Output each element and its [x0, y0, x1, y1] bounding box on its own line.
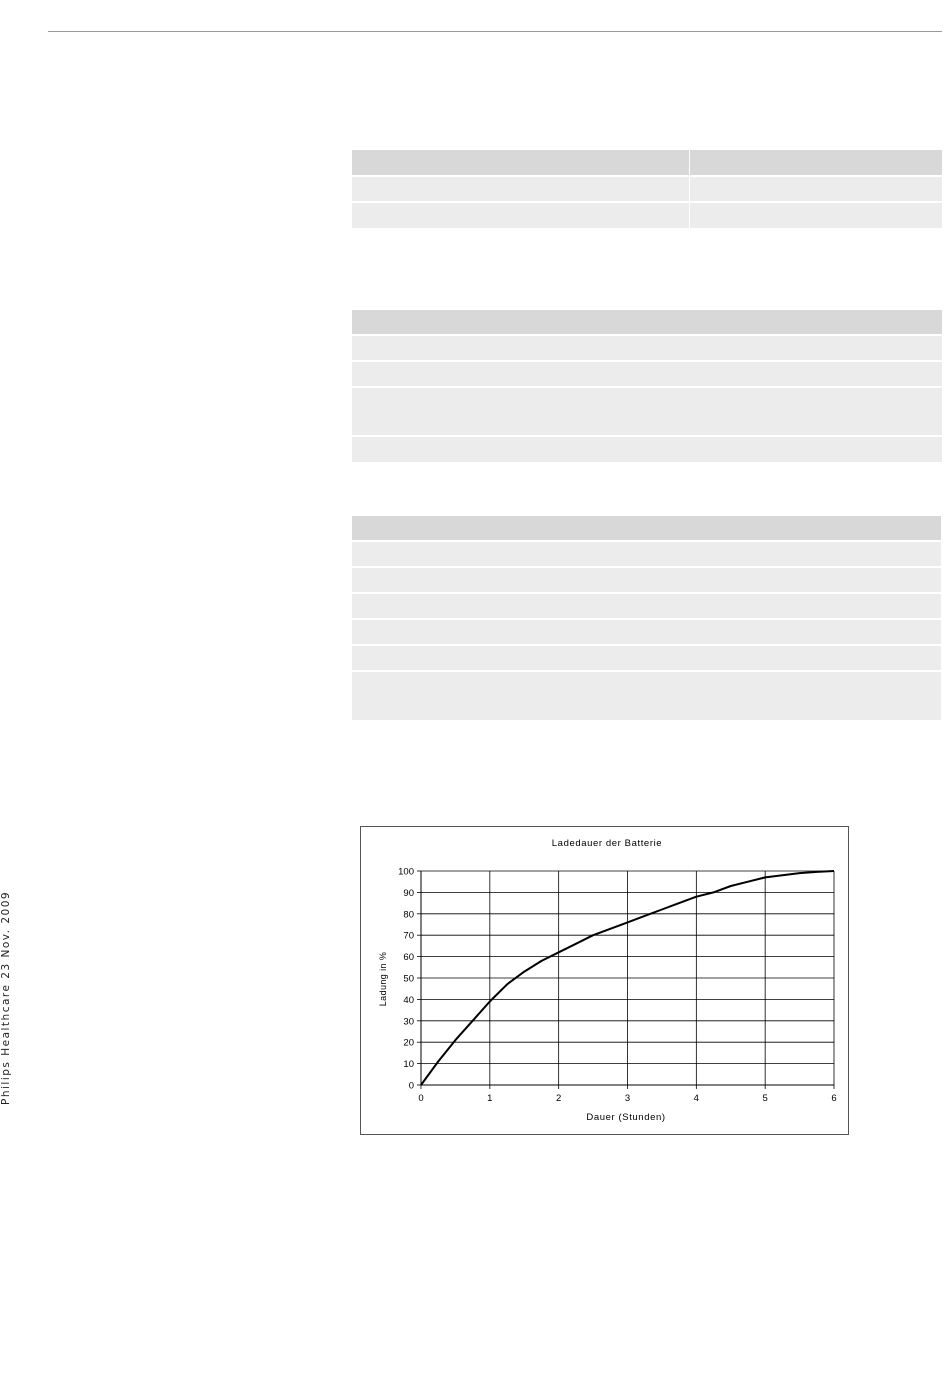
y-tick-label: 50 [403, 973, 414, 985]
table-1-header-row [352, 150, 942, 175]
chart-title: Ladedauer der Batterie [551, 838, 663, 849]
table-cell [352, 177, 688, 201]
table-row [352, 646, 941, 670]
table-cell [689, 150, 943, 175]
table-2 [352, 310, 942, 462]
table-row [352, 542, 941, 566]
table-row [352, 620, 941, 644]
x-tick-label: 2 [556, 1093, 562, 1104]
table-2-header-row [352, 310, 942, 334]
x-tick-label: 3 [624, 1093, 631, 1104]
x-tick-label: 5 [762, 1093, 768, 1104]
y-tick-label: 80 [403, 909, 414, 921]
y-tick-label: 90 [403, 887, 414, 899]
table-row [352, 594, 941, 618]
y-axis-label: Ladung in % [378, 951, 388, 1007]
table-row [352, 672, 941, 720]
chart-canvas [361, 827, 850, 1136]
x-axis-label: Dauer (Stunden) [586, 1112, 666, 1123]
table-1 [352, 150, 942, 228]
x-tick-label: 6 [831, 1093, 837, 1104]
y-tick-label: 70 [403, 930, 414, 942]
table-cell [352, 203, 688, 228]
y-tick-label: 100 [398, 866, 414, 878]
y-tick-label: 0 [408, 1080, 414, 1092]
table-cell [689, 177, 943, 201]
y-tick-label: 40 [403, 994, 414, 1006]
table-cell [689, 203, 943, 228]
x-tick-label: 1 [487, 1093, 493, 1104]
y-tick-label: 20 [403, 1037, 414, 1049]
table-row [352, 437, 942, 462]
table-row [352, 362, 942, 386]
table-row [352, 568, 941, 592]
table-row [352, 388, 942, 435]
top-divider [48, 31, 942, 32]
table-row [352, 203, 942, 228]
table-row [352, 336, 942, 360]
y-tick-label: 10 [403, 1059, 414, 1071]
x-tick-label: 4 [693, 1093, 699, 1104]
table-cell [352, 150, 688, 175]
table-3-header-row [352, 516, 941, 540]
table-3 [352, 516, 941, 720]
footer-date-text: Philips Healthcare 23 Nov. 2009 [0, 890, 12, 1105]
chart-frame [360, 826, 849, 1135]
table-row [352, 177, 942, 201]
y-tick-label: 60 [403, 952, 414, 964]
y-tick-label: 30 [403, 1016, 414, 1028]
x-tick-label: 0 [418, 1093, 424, 1104]
